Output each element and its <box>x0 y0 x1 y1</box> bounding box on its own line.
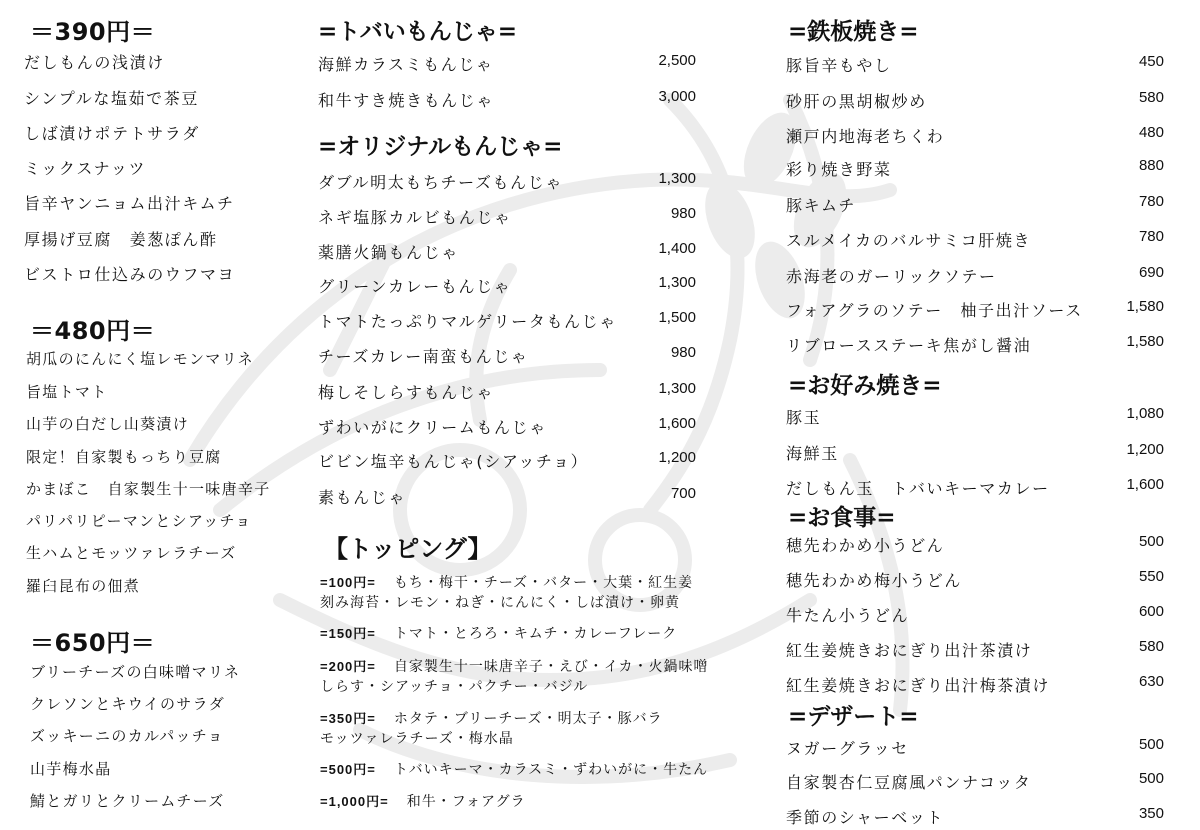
item-name: だしもん玉 トバいキーマカレー <box>786 479 1050 498</box>
item-name: 赤海老のガーリックソテー <box>786 267 997 286</box>
item-name: 瀬戸内地海老ちくわ <box>786 127 945 146</box>
menu-row <box>318 415 696 437</box>
item-name: スルメイカのバルサミコ肝焼き <box>786 231 1032 250</box>
item-price: 450 <box>1138 53 1164 70</box>
topping-row <box>320 572 694 611</box>
item-price: 780 <box>1138 193 1164 210</box>
section-heading-dessert: =デザート= <box>788 704 919 730</box>
item-price: 630 <box>1138 673 1164 690</box>
item-price: 350 <box>1138 805 1164 822</box>
menu-item: 旨塩トマト <box>26 383 108 401</box>
menu-row <box>786 193 1164 215</box>
item-price: 3,000 <box>658 88 696 105</box>
item-name: 砂肝の黒胡椒炒め <box>786 92 927 111</box>
item-name: フォアグラのソテー 柚子出汁ソース <box>786 301 1083 320</box>
item-name: 素もんじゃ <box>318 488 407 507</box>
item-price: 1,300 <box>658 274 696 291</box>
section-heading-okonomiyaki: =お好み焼き= <box>788 373 942 399</box>
item-name: 牛たん小うどん <box>786 606 910 625</box>
menu-row <box>786 476 1164 498</box>
item-price: 600 <box>1138 603 1164 620</box>
section-heading-meal: =お食事= <box>788 505 896 531</box>
item-name: ヌガーグラッセ <box>786 739 909 758</box>
menu-item: ビストロ仕込みのウフマヨ <box>24 265 236 284</box>
item-price: 500 <box>1138 533 1164 550</box>
section-heading-teppanyaki: =鉄板焼き= <box>788 19 919 45</box>
menu-row <box>318 205 696 227</box>
item-price: 1,580 <box>1126 298 1164 315</box>
item-price: 700 <box>670 485 696 502</box>
menu-row <box>786 568 1164 590</box>
menu-item: 旨辛ヤンニョム出汁キムチ <box>24 194 235 213</box>
item-name: 季節のシャーベット <box>786 808 945 827</box>
item-price: 1,600 <box>1126 476 1164 493</box>
item-price: 480 <box>1138 124 1164 141</box>
menu-item: パリパリピーマンとシアッチョ <box>26 512 252 530</box>
topping-row <box>320 708 663 747</box>
menu-item: ブリーチーズの白味噌マリネ <box>30 663 241 681</box>
topping-list-continued: しらす・シアッチョ・パクチー・バジル <box>320 679 589 695</box>
item-price: 1,080 <box>1126 405 1164 422</box>
item-name: 梅しそしらすもんじゃ <box>318 383 495 402</box>
menu-row <box>318 170 696 192</box>
item-price: 580 <box>1138 89 1164 106</box>
topping-list: トマト・とろろ・キムチ・カレーフレーク <box>393 626 678 642</box>
item-name: 自家製杏仁豆腐風パンナコッタ <box>786 773 1032 792</box>
item-name: 彩り焼き野菜 <box>786 160 892 179</box>
item-name: チーズカレー南蛮もんじゃ <box>318 347 529 366</box>
item-name: 穂先わかめ梅小うどん <box>786 571 963 590</box>
section-heading-tobai-monja: =トバいもんじゃ= <box>318 19 518 45</box>
item-price: 580 <box>1138 638 1164 655</box>
menu-item: だしもんの浅漬け <box>24 53 165 72</box>
menu-row <box>318 309 696 331</box>
menu-item: しば漬けポテトサラダ <box>24 124 200 143</box>
menu-row <box>786 405 1164 427</box>
menu-row <box>318 485 696 507</box>
menu-row <box>786 124 1164 146</box>
item-price: 980 <box>670 344 696 361</box>
item-name: グリーンカレーもんじゃ <box>318 277 512 296</box>
item-price: 1,300 <box>658 380 696 397</box>
menu-row <box>786 333 1164 355</box>
menu-row <box>786 673 1164 695</box>
item-name: 紅生姜焼きおにぎり出汁梅茶漬け <box>786 676 1051 695</box>
item-name: 豚キムチ <box>786 196 856 215</box>
item-name: 和牛すき焼きもんじゃ <box>318 91 495 110</box>
item-name: 豚旨辛もやし <box>786 56 892 75</box>
item-price: 1,580 <box>1126 333 1164 350</box>
menu-item: シンプルな塩茹で茶豆 <box>24 89 199 108</box>
item-name: リブロースステーキ焦がし醤油 <box>786 336 1032 355</box>
menu-item: 山芋梅水晶 <box>30 760 112 778</box>
menu-row <box>786 805 1164 827</box>
menu-row <box>786 736 1164 758</box>
item-price: 780 <box>1138 228 1164 245</box>
topping-price: =150円= <box>320 626 376 641</box>
menu-item: かまぼこ 自家製生十一味唐辛子 <box>26 480 271 498</box>
section-heading-650: ＝650円＝ <box>30 629 156 657</box>
item-name: 海鮮カラスミもんじゃ <box>318 55 494 74</box>
menu-item: ズッキーニのカルパッチョ <box>30 727 224 745</box>
section-heading-original-monja: =オリジナルもんじゃ= <box>318 134 563 160</box>
item-price: 1,200 <box>658 449 696 466</box>
topping-price: =500円= <box>320 762 376 777</box>
menu-row <box>318 380 696 402</box>
item-price: 1,500 <box>658 309 696 326</box>
section-heading-480: ＝480円＝ <box>30 317 156 345</box>
topping-list: ホタテ・ブリーチーズ・明太子・豚バラ <box>393 711 663 727</box>
topping-list: トバいキーマ・カラスミ・ずわいがに・牛たん <box>393 762 709 778</box>
item-price: 880 <box>1138 157 1164 174</box>
menu-row <box>786 228 1164 250</box>
item-name: ネギ塩豚カルビもんじゃ <box>318 208 512 227</box>
section-heading-topping: 【トッピング】 <box>324 535 492 563</box>
item-price: 550 <box>1138 568 1164 585</box>
item-price: 500 <box>1138 770 1164 787</box>
menu-row <box>786 770 1164 792</box>
item-price: 2,500 <box>658 52 696 69</box>
item-name: ダブル明太もちチーズもんじゃ <box>318 173 563 192</box>
item-name: ビビン塩辛もんじゃ(シアッチョ） <box>318 452 589 471</box>
menu-row <box>786 533 1164 555</box>
topping-row <box>320 623 677 643</box>
item-price: 1,300 <box>658 170 696 187</box>
menu-item: 厚揚げ豆腐 姜葱ぽん酢 <box>24 230 218 249</box>
menu-row <box>318 449 696 471</box>
topping-list-continued: モッツァレラチーズ・梅水晶 <box>320 731 514 747</box>
item-name: 紅生姜焼きおにぎり出汁茶漬け <box>786 641 1033 660</box>
topping-price: =100円= <box>320 575 376 590</box>
menu-row <box>786 603 1164 625</box>
item-name: 海鮮玉 <box>786 444 839 463</box>
topping-list: もち・梅干・チーズ・バター・大葉・紅生姜 <box>393 575 694 591</box>
topping-list-continued: 刻み海苔・レモン・ねぎ・にんにく・しば漬け・卵黄 <box>320 595 680 611</box>
menu-row <box>318 88 696 110</box>
topping-price: =1,000円= <box>320 794 389 809</box>
menu-item: 羅臼昆布の佃煮 <box>26 577 141 595</box>
menu-row <box>786 89 1164 111</box>
menu-row <box>786 157 1164 179</box>
menu-row <box>786 298 1164 320</box>
topping-list: 和牛・フォアグラ <box>406 794 526 810</box>
menu-item: クレソンとキウイのサラダ <box>30 695 226 713</box>
menu-row <box>318 344 696 366</box>
topping-list: 自家製生十一味唐辛子・えび・イカ・火鍋味噌 <box>393 659 709 675</box>
item-price: 500 <box>1138 736 1164 753</box>
topping-price: =350円= <box>320 711 376 726</box>
item-name: ずわいがにクリームもんじゃ <box>318 418 547 437</box>
topping-row <box>320 656 709 695</box>
menu-row <box>786 638 1164 660</box>
item-name: 薬膳火鍋もんじゃ <box>318 243 459 262</box>
item-price: 1,400 <box>658 240 696 257</box>
item-name: 穂先わかめ小うどん <box>786 536 945 555</box>
topping-price: =200円= <box>320 659 376 674</box>
menu-item: 生ハムとモッツァレラチーズ <box>26 544 237 562</box>
item-name: トマトたっぷりマルゲリータもんじゃ <box>318 312 617 331</box>
menu-row <box>786 53 1164 75</box>
menu-row <box>786 441 1164 463</box>
menu-row <box>786 264 1164 286</box>
menu-row <box>318 274 696 296</box>
topping-row <box>320 791 526 811</box>
menu-item: 限定！自家製もっちり豆腐 <box>26 448 222 466</box>
item-name: 豚玉 <box>786 408 822 427</box>
section-heading-390: ＝390円＝ <box>30 18 156 46</box>
item-price: 1,600 <box>658 415 696 432</box>
menu-row <box>318 240 696 262</box>
menu-row <box>318 52 696 74</box>
menu-item: 胡瓜のにんにく塩レモンマリネ <box>26 350 254 368</box>
item-price: 690 <box>1138 264 1164 281</box>
item-price: 1,200 <box>1126 441 1164 458</box>
topping-row <box>320 759 708 779</box>
menu-item: ミックスナッツ <box>24 159 147 178</box>
menu-item: 山芋の白だし山葵漬け <box>26 415 190 433</box>
item-price: 980 <box>670 205 696 222</box>
menu-item: 鯖とガリとクリームチーズ <box>30 792 225 810</box>
